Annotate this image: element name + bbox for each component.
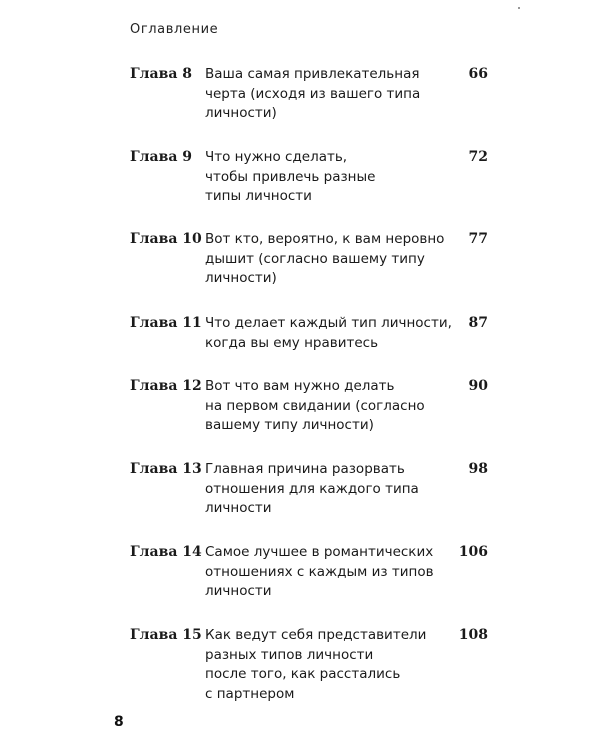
page-number: 66: [468, 66, 488, 82]
chapter-title-line: Что делает каждый тип личности,: [205, 315, 452, 331]
page-number: 87: [468, 315, 488, 331]
chapter-title-line: Самое лучшее в романтических: [205, 544, 434, 560]
chapter-title: [205, 230, 450, 289]
chapter-title-line: типы личности: [205, 188, 312, 204]
chapter-title-line: дышит (согласно вашему типу: [205, 250, 425, 267]
chapter-label: Глава 11: [130, 315, 202, 331]
print-speck: [518, 7, 520, 9]
chapter-title-line: Вот что вам нужно делать: [205, 378, 395, 394]
chapter-title-line: отношениях с каждым из типов: [205, 563, 434, 580]
chapter-title: [205, 148, 450, 207]
page-number: 108: [458, 627, 488, 643]
chapter-title: [205, 65, 450, 124]
chapter-title-line: личности: [205, 500, 272, 516]
running-header: Оглавление: [130, 22, 219, 37]
chapter-title-line: Главная причина разорвать: [205, 461, 405, 477]
chapter-title-line: разных типов личности: [205, 646, 374, 663]
page-number: 90: [468, 378, 488, 394]
chapter-title-line: Вот кто, вероятно, к вам неровно: [205, 231, 445, 247]
chapter-title-line: когда вы ему нравитесь: [205, 334, 379, 351]
chapter-title-line: личности): [205, 105, 277, 121]
chapter-title-line: личности): [205, 270, 277, 286]
chapter-title: [205, 314, 450, 353]
chapter-title-line: Как ведут себя представители: [205, 627, 427, 643]
chapter-title-line: вашему типу личности): [205, 417, 374, 433]
chapter-label: Глава 14: [130, 544, 202, 560]
chapter-label: Глава 8: [130, 66, 193, 82]
chapter-title: [205, 543, 450, 602]
chapter-label: Глава 15: [130, 627, 202, 643]
chapter-title-line: чтобы привлечь разные: [205, 168, 376, 185]
chapter-label: Глава 10: [130, 231, 202, 247]
chapter-title-line: Ваша самая привлекательная: [205, 66, 420, 82]
chapter-title-line: черта (исходя из вашего типа: [205, 85, 421, 102]
page-number: 106: [458, 544, 488, 560]
chapter-title: [205, 460, 450, 519]
chapter-title-line: на первом свидании (согласно: [205, 397, 425, 414]
chapter-title-line: после того, как расстались: [205, 666, 401, 682]
chapter-title-line: Что нужно сделать,: [205, 149, 348, 165]
chapter-title-line: отношения для каждого типа: [205, 480, 419, 497]
page-number: 77: [468, 231, 488, 247]
folio-page-number: 8: [114, 714, 124, 730]
chapter-label: Глава 13: [130, 461, 202, 477]
chapter-title: [205, 377, 450, 436]
chapter-label: Глава 12: [130, 378, 202, 394]
chapter-title-line: личности: [205, 583, 272, 599]
page-number: 72: [468, 149, 488, 165]
chapter-label: Глава 9: [130, 149, 193, 165]
page-number: 98: [468, 461, 488, 477]
chapter-title-line: с партнером: [205, 685, 295, 702]
chapter-title: [205, 626, 450, 704]
